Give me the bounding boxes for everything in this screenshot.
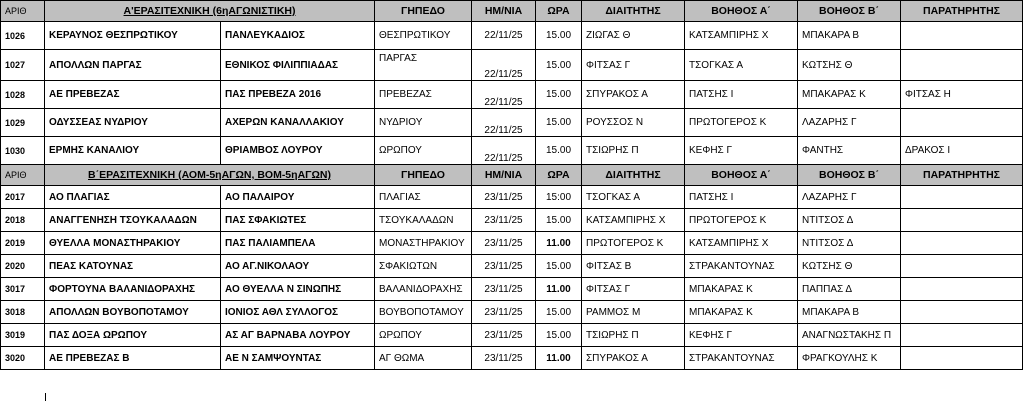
table-row <box>1 81 1023 109</box>
pitch: ΒΟΥΒΟΠΟΤΑΜΟΥ <box>375 301 472 324</box>
match-time: 15.00 <box>536 50 582 81</box>
section1-title: Α'ΕΡΑΣΙΤΕΧΝΙΚΗ (6ηΑΓΩΝΙΣΤΙΚΗ) <box>45 1 375 22</box>
referee: ΦΙΤΣΑΣ Β <box>582 255 685 278</box>
match-date: 22/11/25 <box>472 137 536 165</box>
home-team: ΑΠΟΛΛΩΝ ΒΟΥΒΟΠΟΤΑΜΟΥ <box>45 301 221 324</box>
away-team: ΠΑΝΛΕΥΚΑΔΙΟΣ <box>221 22 375 50</box>
assistant-2: ΛΑΖΑΡΗΣ Γ <box>798 186 901 209</box>
header-assistant2: ΒΟΗΘΟΣ Β΄ <box>798 1 901 22</box>
header-time: ΩΡΑ <box>536 165 582 186</box>
match-number: 3020 <box>1 347 45 370</box>
assistant-2: ΑΝΑΓΝΩΣΤΑΚΗΣ Π <box>798 324 901 347</box>
assistant-2: ΠΑΠΠΑΣ Δ <box>798 278 901 301</box>
pitch: ΘΕΣΠΡΩΤΙΚΟΥ <box>375 22 472 50</box>
home-team: ΘΥΕΛΛΑ ΜΟΝΑΣΤΗΡΑΚΙΟΥ <box>45 232 221 255</box>
referee: ΠΡΩΤΟΓΕΡΟΣ Κ <box>582 232 685 255</box>
observer <box>901 324 1023 347</box>
away-team: ΘΡΙΑΜΒΟΣ ΛΟΥΡΟΥ <box>221 137 375 165</box>
header-time: ΩΡΑ <box>536 1 582 22</box>
away-team: ΙΟΝΙΟΣ ΑΘΛ ΣΥΛΛΟΓΟΣ <box>221 301 375 324</box>
match-number: 1027 <box>1 50 45 81</box>
match-date: 23/11/25 <box>472 324 536 347</box>
assistant-1: ΣΤΡΑΚΑΝΤΟΥΝΑΣ <box>685 347 798 370</box>
table-row <box>1 347 1023 370</box>
section2-header-row <box>1 165 1023 186</box>
table-row <box>1 324 1023 347</box>
header-pitch: ΓΗΠΕΔΟ <box>375 165 472 186</box>
header-date: ΗΜ/ΝΙΑ <box>472 165 536 186</box>
match-time: 15.00 <box>536 109 582 137</box>
assistant-1: ΜΠΑΚΑΡΑΣ Κ <box>685 278 798 301</box>
away-team: ΠΑΣ ΠΡΕΒΕΖΑ 2016 <box>221 81 375 109</box>
match-time: 11.00 <box>536 232 582 255</box>
assistant-1: ΠΑΤΣΗΣ Ι <box>685 81 798 109</box>
pitch: ΠΛΑΓΙΑΣ <box>375 186 472 209</box>
match-number: 3018 <box>1 301 45 324</box>
table-row <box>1 232 1023 255</box>
table-row <box>1 278 1023 301</box>
home-team: ΑΕ ΠΡΕΒΕΖΑΣ <box>45 81 221 109</box>
match-time: 11.00 <box>536 347 582 370</box>
assistant-1: ΚΑΤΣΑΜΠΙΡΗΣ Χ <box>685 22 798 50</box>
table-row <box>1 50 1023 81</box>
match-time: 15.00 <box>536 137 582 165</box>
referee: ΣΠΥΡΑΚΟΣ Α <box>582 81 685 109</box>
match-date: 22/11/25 <box>472 81 536 109</box>
observer <box>901 186 1023 209</box>
referee: ΚΑΤΣΑΜΠΙΡΗΣ Χ <box>582 209 685 232</box>
match-number: 1030 <box>1 137 45 165</box>
match-number: 3017 <box>1 278 45 301</box>
away-team: ΑΕ Ν ΣΑΜΨΟΥΝΤΑΣ <box>221 347 375 370</box>
assistant-2: ΦΑΝΤΗΣ <box>798 137 901 165</box>
match-date: 22/11/25 <box>472 22 536 50</box>
match-date: 23/11/25 <box>472 255 536 278</box>
table-row <box>1 22 1023 50</box>
away-team: ΑΧΕΡΩΝ ΚΑΝΑΛΛΑΚΙΟΥ <box>221 109 375 137</box>
section1-header-row <box>1 1 1023 22</box>
assistant-1: ΣΤΡΑΚΑΝΤΟΥΝΑΣ <box>685 255 798 278</box>
table-row <box>1 137 1023 165</box>
match-date: 22/11/25 <box>472 50 536 81</box>
match-date: 23/11/25 <box>472 301 536 324</box>
observer <box>901 301 1023 324</box>
home-team: ΟΔΥΣΣΕΑΣ ΝΥΔΡΙΟΥ <box>45 109 221 137</box>
assistant-1: ΚΕΦΗΣ Γ <box>685 324 798 347</box>
referee: ΡΑΜΜΟΣ Μ <box>582 301 685 324</box>
observer <box>901 22 1023 50</box>
match-time: 15.00 <box>536 209 582 232</box>
section2-title: Β΄ΕΡΑΣΙΤΕΧΝΙΚΗ (ΑΟΜ-5ηΑΓΩΝ, ΒΟΜ-5ηΑΓΩΝ) <box>45 165 375 186</box>
pitch: ΑΓ ΘΩΜΑ <box>375 347 472 370</box>
header-pitch: ΓΗΠΕΔΟ <box>375 1 472 22</box>
header-referee: ΔΙΑΙΤΗΤΗΣ <box>582 1 685 22</box>
match-number: 2019 <box>1 232 45 255</box>
referee: ΣΠΥΡΑΚΟΣ Α <box>582 347 685 370</box>
match-number: 1026 <box>1 22 45 50</box>
match-date: 23/11/25 <box>472 186 536 209</box>
assistant-2: ΝΤΙΤΣΟΣ Δ <box>798 209 901 232</box>
header-assistant1: ΒΟΗΘΟΣ Α΄ <box>685 165 798 186</box>
assistant-2: ΛΑΖΑΡΗΣ Γ <box>798 109 901 137</box>
observer <box>901 109 1023 137</box>
home-team: ΠΕΑΣ ΚΑΤΟΥΝΑΣ <box>45 255 221 278</box>
assistant-2: ΜΠΑΚΑΡΑ Β <box>798 301 901 324</box>
match-date: 23/11/25 <box>472 232 536 255</box>
referee: ΦΙΤΣΑΣ Γ <box>582 278 685 301</box>
header-observer: ΠΑΡΑΤΗΡΗΤΗΣ <box>901 165 1023 186</box>
away-team: ΑΟ ΑΓ.ΝΙΚΟΛΑΟΥ <box>221 255 375 278</box>
match-number: 1028 <box>1 81 45 109</box>
match-number: 2018 <box>1 209 45 232</box>
match-time: 15.00 <box>536 81 582 109</box>
fixtures-body <box>1 1 1023 370</box>
header-referee: ΔΙΑΙΤΗΤΗΣ <box>582 165 685 186</box>
away-team: ΑΣ ΑΓ ΒΑΡΝΑΒΑ ΛΟΥΡΟΥ <box>221 324 375 347</box>
home-team: ΕΡΜΗΣ ΚΑΝΑΛΙΟΥ <box>45 137 221 165</box>
table-row <box>1 109 1023 137</box>
header-date: ΗΜ/ΝΙΑ <box>472 1 536 22</box>
referee: ΤΣΟΓΚΑΣ Α <box>582 186 685 209</box>
pitch: ΠΡΕΒΕΖΑΣ <box>375 81 472 109</box>
observer: ΔΡΑΚΟΣ Ι <box>901 137 1023 165</box>
referee: ΤΣΙΩΡΗΣ Π <box>582 324 685 347</box>
pitch: ΩΡΩΠΟΥ <box>375 324 472 347</box>
pitch: ΠΑΡΓΑΣ <box>375 50 472 81</box>
home-team: ΑΠΟΛΛΩΝ ΠΑΡΓΑΣ <box>45 50 221 81</box>
match-number: 2020 <box>1 255 45 278</box>
pitch: ΝΥΔΡΙΟΥ <box>375 109 472 137</box>
match-date: 22/11/25 <box>472 109 536 137</box>
assistant-2: ΜΠΑΚΑΡΑ Β <box>798 22 901 50</box>
match-date: 23/11/25 <box>472 209 536 232</box>
match-number: 1029 <box>1 109 45 137</box>
assistant-1: ΠΑΤΣΗΣ Ι <box>685 186 798 209</box>
observer <box>901 209 1023 232</box>
match-time: 15.00 <box>536 324 582 347</box>
home-team: ΦΟΡΤΟΥΝΑ ΒΑΛΑΝΙΔΟΡΑΧΗΣ <box>45 278 221 301</box>
match-time: 15.00 <box>536 255 582 278</box>
referee: ΦΙΤΣΑΣ Γ <box>582 50 685 81</box>
assistant-2: ΚΩΤΣΗΣ Θ <box>798 255 901 278</box>
assistant-1: ΠΡΩΤΟΓΕΡΟΣ Κ <box>685 109 798 137</box>
away-team: ΑΟ ΠΑΛΑΙΡΟΥ <box>221 186 375 209</box>
pitch: ΤΣΟΥΚΑΛΑΔΩΝ <box>375 209 472 232</box>
referee: ΖΙΩΓΑΣ Θ <box>582 22 685 50</box>
observer: ΦΙΤΣΑΣ Η <box>901 81 1023 109</box>
header-assistant2: ΒΟΗΘΟΣ Β΄ <box>798 165 901 186</box>
away-team: ΠΑΣ ΠΑΛΙΑΜΠΕΛΑ <box>221 232 375 255</box>
observer <box>901 50 1023 81</box>
assistant-1: ΜΠΑΚΑΡΑΣ Κ <box>685 301 798 324</box>
assistant-2: ΝΤΙΤΣΟΣ Δ <box>798 232 901 255</box>
header-observer: ΠΑΡΑΤΗΡΗΤΗΣ <box>901 1 1023 22</box>
referee: ΡΟΥΣΣΟΣ Ν <box>582 109 685 137</box>
table-row <box>1 186 1023 209</box>
pitch: ΒΑΛΑΝΙΔΟΡΑΧΗΣ <box>375 278 472 301</box>
observer <box>901 255 1023 278</box>
pitch: ΜΟΝΑΣΤΗΡΑΚΙΟΥ <box>375 232 472 255</box>
home-team: ΑΕ ΠΡΕΒΕΖΑΣ Β <box>45 347 221 370</box>
match-date: 23/11/25 <box>472 347 536 370</box>
away-team: ΠΑΣ ΣΦΑΚΙΩΤΕΣ <box>221 209 375 232</box>
table-row <box>1 301 1023 324</box>
assistant-1: ΤΣΟΓΚΑΣ Α <box>685 50 798 81</box>
home-team: ΚΕΡΑΥΝΟΣ ΘΕΣΠΡΩΤΙΚΟΥ <box>45 22 221 50</box>
assistant-2: ΜΠΑΚΑΡΑΣ Κ <box>798 81 901 109</box>
header-num: ΑΡΙΘ <box>1 1 45 22</box>
home-team: ΑΟ ΠΛΑΓΙΑΣ <box>45 186 221 209</box>
table-row <box>1 255 1023 278</box>
observer <box>901 232 1023 255</box>
match-date: 23/11/25 <box>472 278 536 301</box>
pitch: ΩΡΩΠΟΥ <box>375 137 472 165</box>
text-cursor <box>45 393 46 401</box>
match-time: 15.00 <box>536 301 582 324</box>
home-team: ΑΝΑΓΓΕΝΗΣΗ ΤΣΟΥΚΑΛΑΔΩΝ <box>45 209 221 232</box>
away-team: ΕΘΝΙΚΟΣ ΦΙΛΙΠΠΙΑΔΑΣ <box>221 50 375 81</box>
header-assistant1: ΒΟΗΘΟΣ Α΄ <box>685 1 798 22</box>
header-num: ΑΡΙΘ <box>1 165 45 186</box>
assistant-1: ΚΕΦΗΣ Γ <box>685 137 798 165</box>
table-row <box>1 209 1023 232</box>
match-time: 15.00 <box>536 22 582 50</box>
referee: ΤΣΙΩΡΗΣ Π <box>582 137 685 165</box>
assistant-1: ΠΡΩΤΟΓΕΡΟΣ Κ <box>685 209 798 232</box>
match-time: 15:00 <box>536 186 582 209</box>
assistant-2: ΚΩΤΣΗΣ Θ <box>798 50 901 81</box>
assistant-1: ΚΑΤΣΑΜΠΙΡΗΣ Χ <box>685 232 798 255</box>
away-team: ΑΟ ΘΥΕΛΛΑ Ν ΣΙΝΩΠΗΣ <box>221 278 375 301</box>
observer <box>901 278 1023 301</box>
match-time: 11.00 <box>536 278 582 301</box>
match-number: 2017 <box>1 186 45 209</box>
home-team: ΠΑΣ ΔΟΞΑ ΩΡΩΠΟΥ <box>45 324 221 347</box>
observer <box>901 347 1023 370</box>
assistant-2: ΦΡΑΓΚΟΥΛΗΣ Κ <box>798 347 901 370</box>
pitch: ΣΦΑΚΙΩΤΩΝ <box>375 255 472 278</box>
match-number: 3019 <box>1 324 45 347</box>
